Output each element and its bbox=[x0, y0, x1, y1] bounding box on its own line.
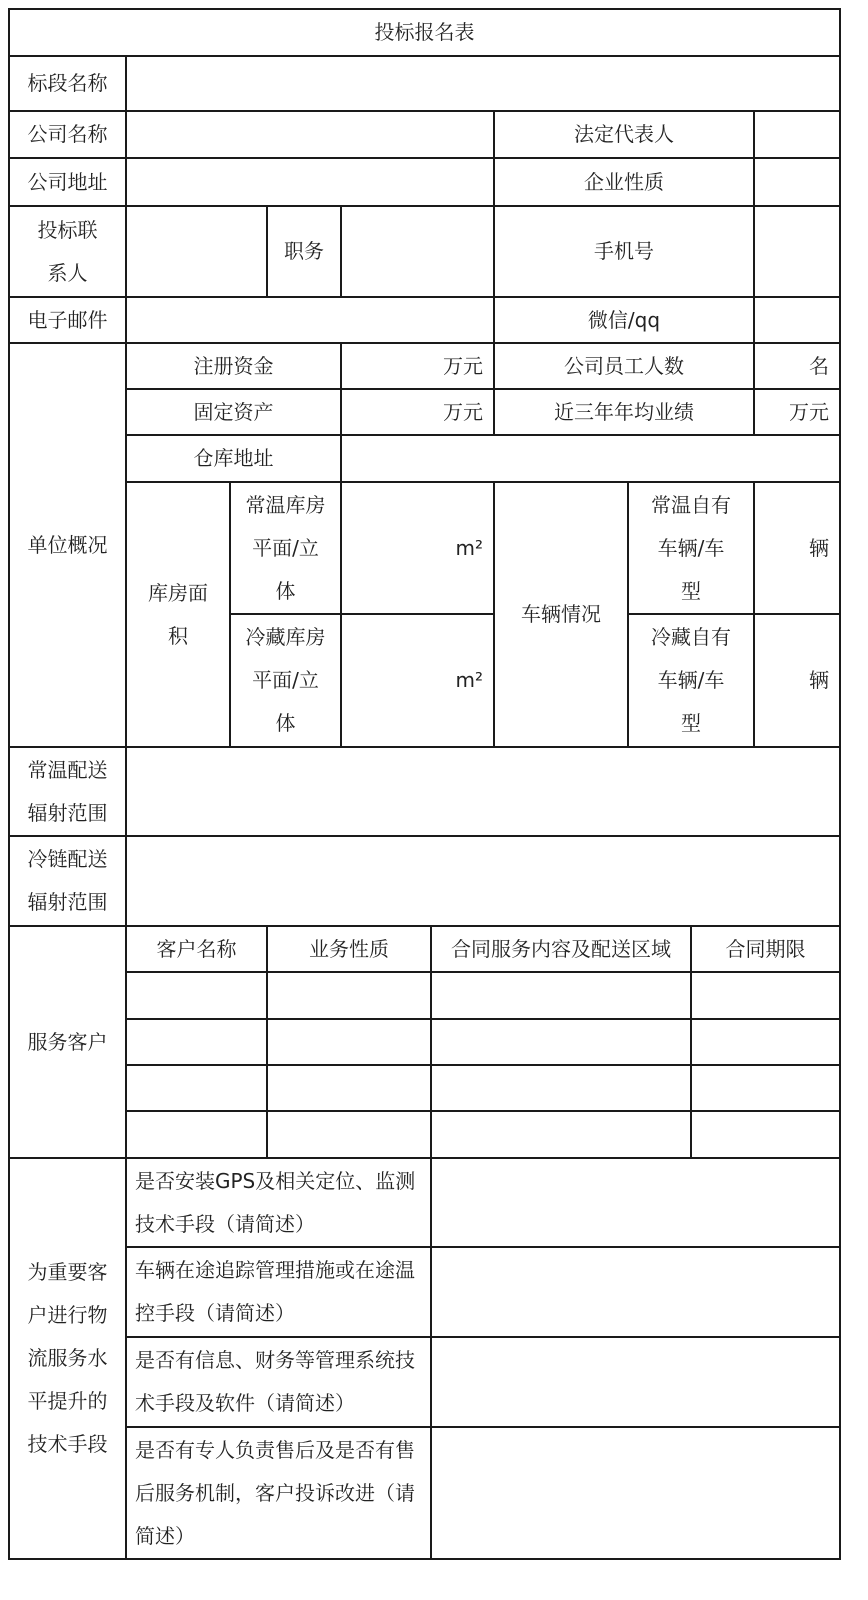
system-answer-field[interactable] bbox=[432, 1338, 839, 1426]
contract-content-header: 合同服务内容及配送区域 bbox=[451, 936, 671, 961]
mobile-label: 手机号 bbox=[594, 239, 654, 263]
cold-warehouse-area-unit: m² bbox=[455, 668, 483, 692]
warehouse-address-field[interactable] bbox=[342, 436, 839, 481]
after-sales-question: 是否有专人负责售后及是否有售后服务机制，客户投诉改进（请简述） bbox=[135, 1437, 415, 1548]
normal-warehouse-area-unit: m² bbox=[455, 535, 483, 560]
tracking-answer-field[interactable] bbox=[432, 1248, 839, 1336]
warehouse-area-label: 库房面积 bbox=[148, 580, 208, 648]
warehouse-address-label: 仓库地址 bbox=[193, 446, 274, 470]
wechat-field[interactable] bbox=[755, 298, 839, 342]
cold-vehicles-label: 冷藏自有车辆/车型 bbox=[651, 625, 731, 735]
section-name-field[interactable] bbox=[127, 57, 839, 110]
gps-answer-field[interactable] bbox=[432, 1159, 839, 1246]
registered-capital-label: 注册资金 bbox=[193, 353, 274, 378]
unit-overview-label: 单位概况 bbox=[27, 532, 108, 557]
company-address-field[interactable] bbox=[127, 159, 493, 205]
avg-performance-unit: 万元 bbox=[789, 399, 829, 424]
normal-warehouse-label: 常温库房平面/立体 bbox=[245, 492, 326, 603]
fixed-assets-unit: 万元 bbox=[443, 399, 483, 424]
fixed-assets-label: 固定资产 bbox=[193, 399, 274, 424]
business-nature-header: 业务性质 bbox=[309, 936, 389, 961]
company-nature-field[interactable] bbox=[755, 159, 839, 205]
tracking-question: 车辆在途追踪管理措施或在途温控手段（请简述） bbox=[135, 1258, 415, 1325]
employee-count-unit: 名 bbox=[809, 353, 829, 378]
cold-warehouse-label: 冷藏库房平面/立体 bbox=[245, 625, 326, 735]
email-field[interactable] bbox=[127, 298, 493, 342]
gps-question: 是否安装GPS及相关定位、监测技术手段（请简述） bbox=[135, 1168, 416, 1236]
after-sales-answer-field[interactable] bbox=[432, 1428, 839, 1558]
system-question: 是否有信息、财务等管理系统技术手段及软件（请简述） bbox=[135, 1348, 415, 1415]
email-label: 电子邮件 bbox=[27, 307, 108, 332]
table-row[interactable] bbox=[127, 1020, 839, 1064]
company-name-label: 公司名称 bbox=[27, 122, 108, 146]
normal-vehicles-unit: 辆 bbox=[809, 535, 829, 560]
normal-delivery-label: 常温配送辐射范围 bbox=[27, 757, 108, 825]
service-clients-label: 服务客户 bbox=[27, 1029, 108, 1054]
grid-line bbox=[8, 1558, 841, 1560]
cold-delivery-field[interactable] bbox=[127, 837, 839, 925]
grid-line bbox=[839, 8, 841, 1560]
normal-vehicles-label: 常温自有车辆/车型 bbox=[651, 492, 731, 603]
cold-delivery-label: 冷链配送辐射范围 bbox=[27, 847, 108, 914]
registered-capital-unit: 万元 bbox=[443, 353, 483, 378]
company-address-label: 公司地址 bbox=[27, 169, 108, 194]
table-row[interactable] bbox=[127, 973, 839, 1018]
wechat-label: 微信/qq bbox=[587, 307, 661, 332]
client-name-header: 客户名称 bbox=[156, 936, 237, 961]
contract-period-header: 合同期限 bbox=[725, 936, 806, 961]
employee-count-label: 公司员工人数 bbox=[564, 353, 684, 378]
table-row[interactable] bbox=[127, 1066, 839, 1110]
cold-vehicles-unit: 辆 bbox=[809, 668, 829, 692]
avg-performance-label: 近三年年均业绩 bbox=[554, 399, 694, 424]
normal-delivery-field[interactable] bbox=[127, 748, 839, 835]
bid-contact-label: 投标联系人 bbox=[37, 217, 98, 285]
company-nature-label: 企业性质 bbox=[584, 169, 664, 194]
mobile-field[interactable] bbox=[755, 207, 839, 296]
vehicle-info-label: 车辆情况 bbox=[521, 602, 601, 626]
table-row[interactable] bbox=[127, 1112, 839, 1157]
legal-rep-field[interactable] bbox=[755, 112, 839, 157]
section-name-label: 标段名称 bbox=[27, 71, 108, 95]
position-field[interactable] bbox=[342, 207, 493, 296]
tech-means-label: 为重要客户进行物流服务水平提升的技术手段 bbox=[27, 1260, 108, 1456]
company-name-field[interactable] bbox=[127, 112, 493, 157]
bid-contact-field[interactable] bbox=[127, 207, 266, 296]
form-title: 投标报名表 bbox=[374, 20, 475, 44]
position-label: 职务 bbox=[284, 239, 324, 263]
legal-rep-label: 法定代表人 bbox=[574, 122, 674, 146]
